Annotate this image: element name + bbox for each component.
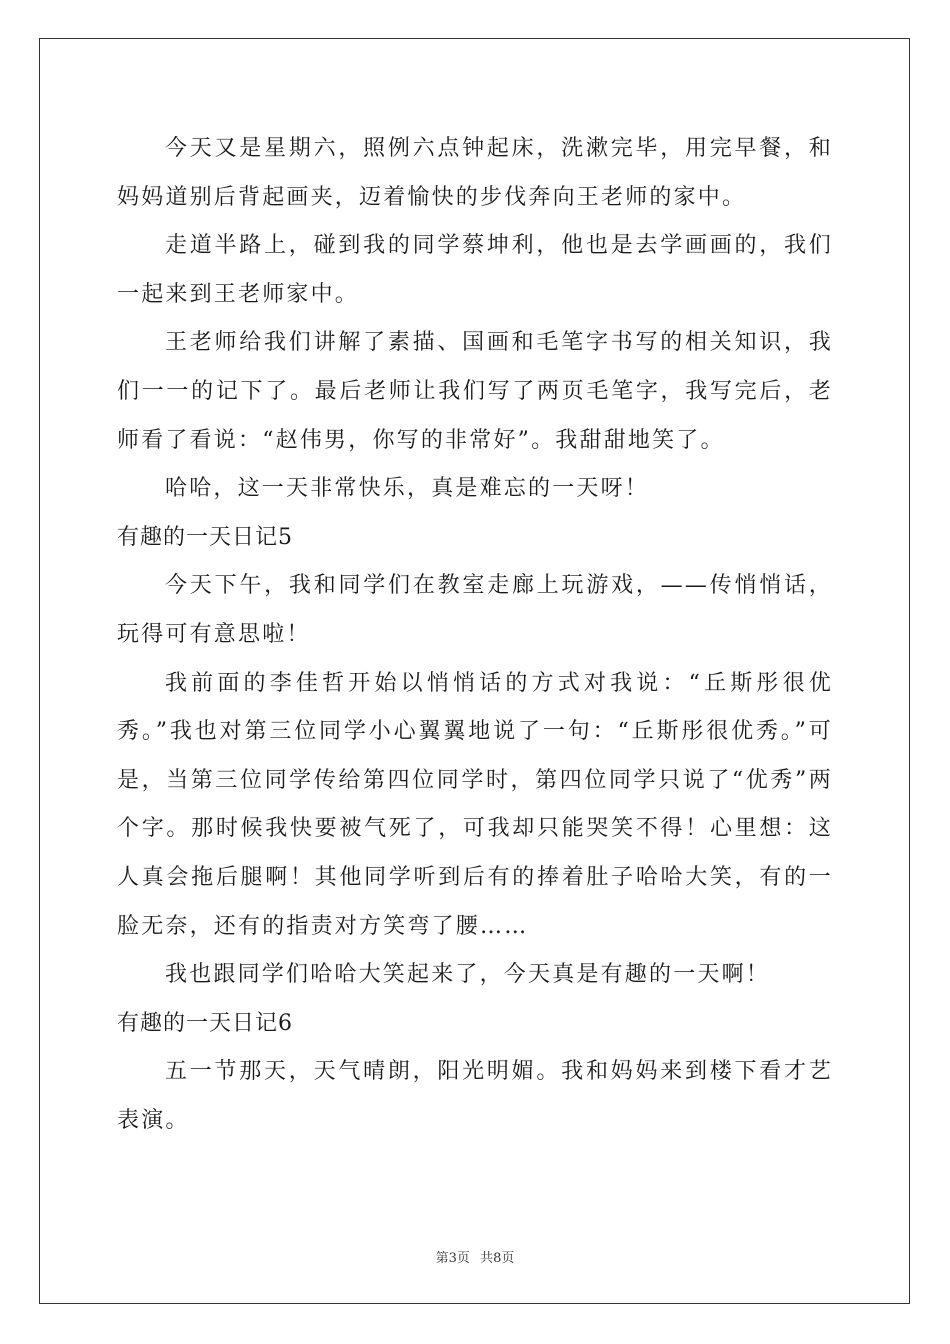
paragraph: 我前面的李佳哲开始以悄悄话的方式对我说：“丘斯彤很优秀。”我也对第三位同学小心翼翼地说了一句：“丘斯彤很优秀。”可是，当第三位同学传给第四位同学时，第四位同学只说了“优秀”两个字。那时候我快要被气死了，可我却只能哭笑不得！心里想：这人真会拖后腿啊！其他同学听到后有的捧着肚子哈哈大笑，有的一脸无奈，还有的指责对方笑弯了腰…… <box>117 670 833 939</box>
paragraph: 王老师给我们讲解了素描、国画和毛笔字书写的相关知识，我们一一的记下了。最后老师让我们写了两页毛笔字，我写完后，老师看了看说：“赵伟男，你写的非常好”。我甜甜地笑了。 <box>117 330 833 453</box>
page-number: 第3页 <box>435 1251 470 1266</box>
paragraph: 走道半路上，碰到我的同学蔡坤利，他也是去学画画的，我们一起来到王老师家中。 <box>117 233 833 307</box>
section-heading: 有趣的一天日记5 <box>117 524 293 550</box>
paragraph: 今天又是星期六，照例六点钟起床，洗漱完毕，用完早餐，和妈妈道别后背起画夹，迈着愉快的步伐奔向王老师的家中。 <box>117 136 833 210</box>
paragraph: 哈哈，这一天非常快乐，真是难忘的一天呀！ <box>165 476 650 502</box>
page-total: 共8页 <box>480 1251 515 1266</box>
paragraph: 我也跟同学们哈哈大笑起来了，今天真是有趣的一天啊！ <box>165 962 771 988</box>
section-heading: 有趣的一天日记6 <box>117 1010 293 1036</box>
paragraph: 五一节那天，天气晴朗，阳光明媚。我和妈妈来到楼下看才艺表演。 <box>117 1059 833 1133</box>
page-footer <box>0 1247 950 1266</box>
document-body <box>117 125 833 1145</box>
paragraph: 今天下午，我和同学们在教室走廊上玩游戏，——传悄悄话，玩得可有意思啦！ <box>117 573 833 647</box>
